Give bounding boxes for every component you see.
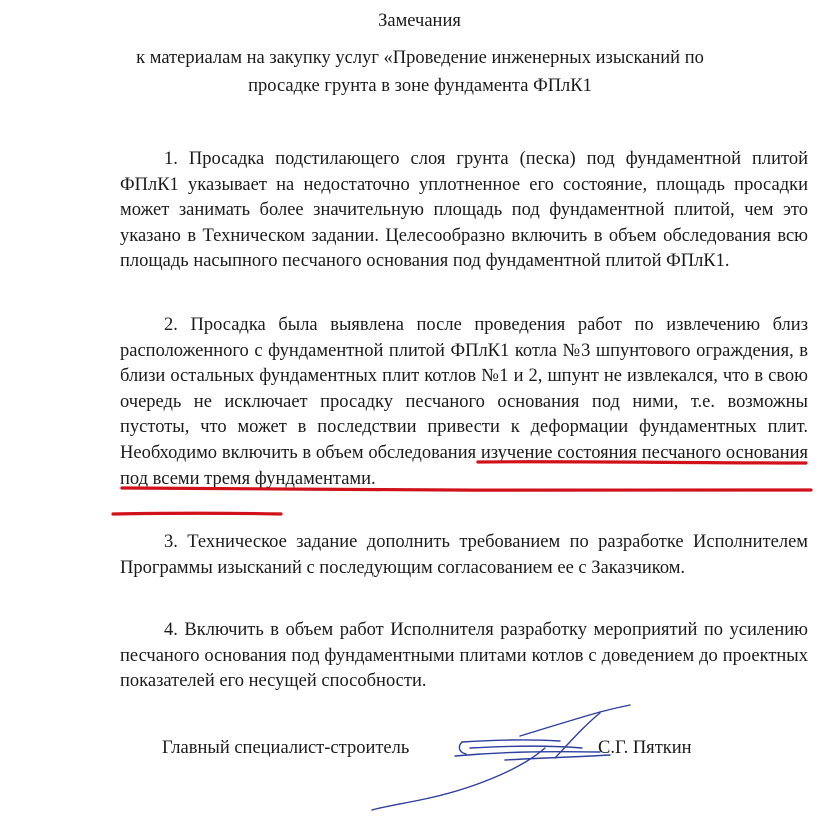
remark-paragraph-1: 1. Просадка подстилающего слоя грунта (песка) под фундаментной плитой ФПлК1 указывает на недостаточно уплотненное его состояние, площадь просадки может занимать более значительную площадь под фундаментной плитой, чем это указано в Техническом задании. Целесообразно включить в объем обследования всю площадь насыпного песчаного основания под фундаментной плитой ФПлК1. (120, 149, 808, 272)
remark-paragraph-3: 3. Техническое задание дополнить требованием по разработке Исполнителем Программы изысканий с последующим согласованием ее с Заказчиком. (120, 532, 808, 578)
signatory-role: Главный специалист-строитель (162, 738, 410, 758)
red-underline-line-3 (113, 513, 281, 514)
document-title: Замечания (378, 11, 461, 31)
remark-paragraph-4: 4. Включить в объем работ Исполнителя разработку мероприятий по усилению песчаного основания под фундаментными плитами котлов с доведением до проектных показателей его несущей способности. (120, 620, 808, 692)
signature-block (0, 738, 839, 768)
remark-paragraph-2: 2. Просадка была выявлена после проведения работ по извлечению близ расположенного с фундаментной плитой ФПлК1 котла №3 шпунтового ограждения, в близи остальных фундаментных плит котлов №1 и 2, шпунт не извлекался, что в свою очередь не исключает просадку песчаного основания под ними, т.е. возможны пустоты, что может в последствии привести к деформации фундаментных плит. Необходимо включить в объем обследования изучение состояния песчаного основания под всеми тремя фундаментами. (120, 315, 808, 489)
signatory-name: С.Г. Пяткин (598, 738, 692, 758)
document-subtitle: к материалам на закупку услуг «Проведение инженерных изысканий по просадке грунта в зоне фундамента ФПлК1 (136, 48, 704, 96)
